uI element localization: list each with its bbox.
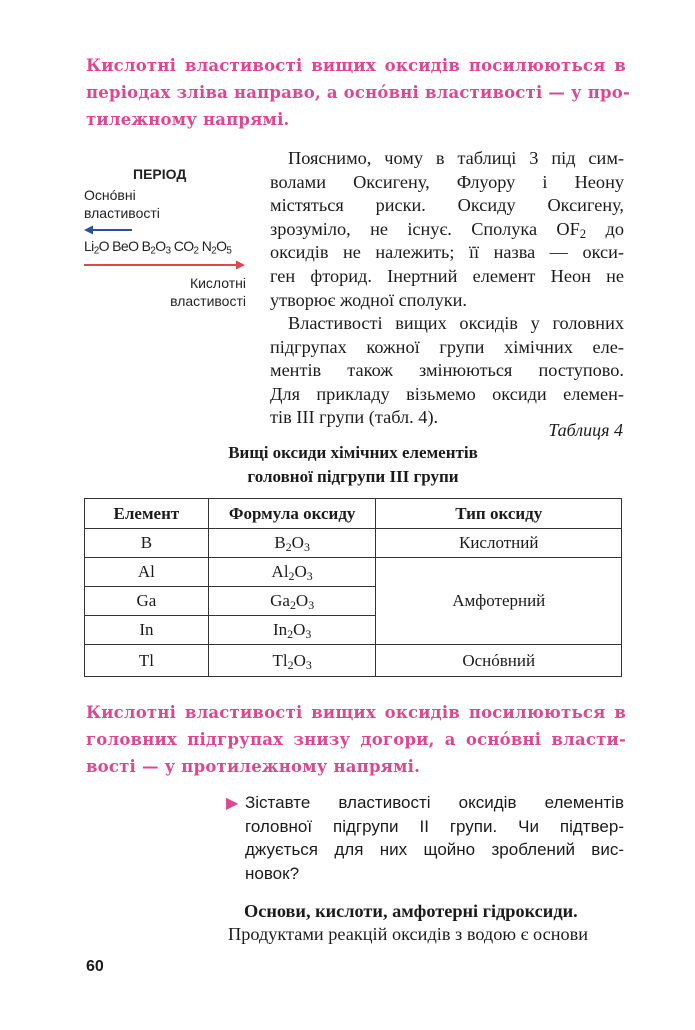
rule-line: періодах зліва направо, а оснóвні властивості — у про- xyxy=(86,83,631,102)
paragraph-explanation: Пояснимо, чому в таблиці 3 під сим- волами Оксигену, Флуору і Неону містяться риски. Оксиду Оксигену, зрозуміло, не існує. Сполука $OF_2$ до оксидів не належить; її назва — окси- ген фторид. Інертний елемент Неон не утворює жодної сполуки. xyxy=(270,148,624,310)
amphoteric-cell: Амфотерний xyxy=(376,558,622,645)
task-text: Зіставте властивості оксидів елементів головної підгрупи II групи. Чи підтвер- джується для них щойно зроблений вис- новок? xyxy=(245,793,624,883)
formula-b2o3: $B_2O_3$ xyxy=(141,238,171,257)
task-marker: ▶ xyxy=(226,793,239,812)
rule-acidic-subgroups xyxy=(86,699,626,780)
rule-line: головних підгрупах знизу догори, а оснóвні власти- xyxy=(86,730,626,749)
rule-line: Кислотні властивості вищих оксидів посилюються в xyxy=(86,56,626,75)
rule-line: вості — у протилежному напрямі. xyxy=(86,757,421,776)
table-row: Ga $Ga_2O_3$ xyxy=(85,587,622,616)
table-title: Вищі оксиди хімічних елементів головної підгрупи III групи xyxy=(228,443,478,486)
basic-properties-label: Оснóвні властивості xyxy=(84,187,160,221)
oxide-formulas xyxy=(84,238,232,257)
table-row: In $In_2O_3$ xyxy=(85,616,622,645)
formula-beo: BeO xyxy=(112,238,139,254)
section-text: Продуктами реакцій оксидів з водою є основи xyxy=(228,924,589,944)
table-label: Таблиця 4 xyxy=(548,420,623,440)
left-arrow xyxy=(84,224,134,236)
paragraph-group3: Властивості вищих оксидів у головних підгрупах кожної групи хімічних еле- ментів також змінюються поступово. Для прикладу візьмемо оксиди елемен- тів III групи (табл. 4). xyxy=(270,313,624,428)
table-row: B $B_2O_3$ Кислотний xyxy=(85,529,622,558)
table-header-row xyxy=(85,499,622,529)
rule-line: тилежному напрямі. xyxy=(86,110,290,129)
formula-co2: $CO_2$ xyxy=(173,238,199,257)
acidic-properties-label: Кислотні властивості xyxy=(170,275,246,309)
table-row: Al $Al_2O_3$ Амфотерний xyxy=(85,558,622,587)
header-type: Тип оксиду xyxy=(376,499,622,529)
table-row: Tl $Tl_2O_3$ Оснóвний xyxy=(85,645,622,677)
formula-n2o5: $N_2O_5$ xyxy=(201,238,232,257)
oxides-table xyxy=(84,498,622,677)
rule-acidic-periods xyxy=(86,52,631,133)
formula-li2o: $Li_2O$ xyxy=(84,238,109,257)
header-formula: Формула оксиду xyxy=(208,499,376,529)
right-arrow xyxy=(84,259,246,271)
diagram-title: ПЕРІОД xyxy=(133,166,187,182)
header-element: Елемент xyxy=(85,499,209,529)
rule-line: Кислотні властивості вищих оксидів посилюються в xyxy=(86,703,626,722)
section-heading: Основи, кислоти, амфотерні гідроксиди. xyxy=(244,901,578,921)
period-diagram xyxy=(84,162,254,312)
page-number: 60 xyxy=(86,958,104,975)
line-with-of2: зрозуміло, не існує. Сполука $OF_2$ до xyxy=(270,218,624,241)
